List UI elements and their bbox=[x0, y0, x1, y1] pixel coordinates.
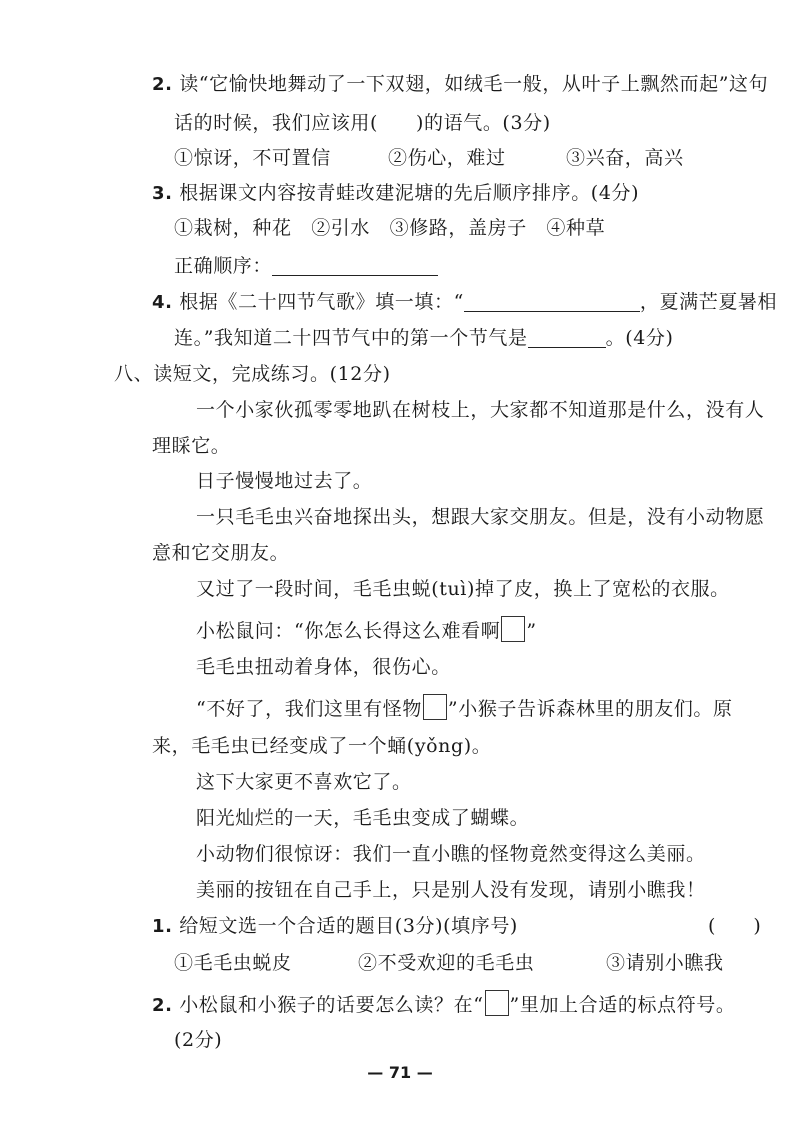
q2-number: 2. bbox=[152, 74, 173, 95]
passage-p9: 阳光灿烂的一天，毛毛虫变成了蝴蝶。 bbox=[196, 807, 530, 829]
passage-p6: 毛毛虫扭动着身体，很伤心。 bbox=[196, 656, 451, 678]
passage-p7-line2: 来，毛毛虫已经变成了一个蛹(yǒng)。 bbox=[152, 735, 492, 757]
monkey-shout: “不好了，我们这里有怪物 bbox=[196, 698, 422, 720]
q4-line1 bbox=[152, 290, 777, 315]
q4-text: 根据《二十四节气歌》填一填：“ bbox=[179, 291, 464, 313]
s8q1-option-3: ③请别小瞧我 bbox=[606, 952, 724, 974]
s8q1-option-1: ①毛毛虫蜕皮 bbox=[174, 952, 292, 974]
q3-order-label: 正确顺序： bbox=[174, 255, 273, 277]
s8q2-number: 2. bbox=[152, 995, 173, 1016]
passage-p8: 这下大家更不喜欢它了。 bbox=[196, 771, 412, 793]
q3-line bbox=[152, 181, 639, 206]
squirrel-question: 小松鼠问：“你怎么长得这么难看啊 bbox=[196, 620, 501, 642]
passage-p5 bbox=[196, 616, 537, 643]
punctuation-box-1[interactable] bbox=[501, 616, 525, 642]
passage-p1-line2: 理睬它。 bbox=[152, 435, 231, 457]
s8q2-text: 小松鼠和小猴子的话要怎么读？在“ bbox=[179, 994, 484, 1016]
q2-line2 bbox=[174, 111, 551, 135]
page-number: — 71 — bbox=[367, 1063, 433, 1082]
q2-option-2: ②伤心，难过 bbox=[388, 147, 506, 169]
passage-p3-line1: 一只毛毛虫兴奋地探出头，想跟大家交朋友。但是，没有小动物愿 bbox=[196, 506, 765, 528]
s8q2-text-cont: ”里加上合适的标点符号。 bbox=[509, 994, 736, 1016]
s8q1-number: 1. bbox=[152, 916, 173, 937]
q4-verse-blank[interactable] bbox=[464, 291, 640, 312]
q4-text-cont: ，夏满芒夏暑相 bbox=[639, 291, 778, 313]
s8q1-text: 给短文选一个合适的题目(3分)(填序号) bbox=[179, 915, 518, 937]
q2-option-3: ③兴奋，高兴 bbox=[566, 147, 684, 169]
s8q1-option-2: ②不受欢迎的毛毛虫 bbox=[358, 952, 535, 974]
passage-p11: 美丽的按钮在自己手上，只是别人没有发现，请别小瞧我！ bbox=[196, 879, 706, 901]
s8q1-line bbox=[152, 914, 518, 939]
s8q2-score: (2分) bbox=[174, 1029, 223, 1051]
s8q2-line bbox=[152, 990, 735, 1018]
q2-text: 读“它愉快地舞动了一下双翅，如绒毛一般，从叶子上飘然而起”这句 bbox=[179, 73, 769, 95]
q4-score: 。(4分) bbox=[605, 327, 674, 349]
q3-number: 3. bbox=[152, 183, 173, 204]
passage-p2: 日子慢慢地过去了。 bbox=[196, 470, 373, 492]
q4-number: 4. bbox=[152, 292, 173, 313]
q3-text: 根据课文内容按青蛙改建泥塘的先后顺序排序。(4分) bbox=[179, 182, 640, 204]
q2-score: )的语气。(3分) bbox=[416, 112, 551, 134]
q3-options: ①栽树，种花 ②引水 ③修路，盖房子 ④种草 bbox=[174, 217, 606, 239]
passage-p4: 又过了一段时间，毛毛虫蜕(tuì)掉了皮，换上了宽松的衣服。 bbox=[196, 578, 730, 600]
section8-title: 八、读短文，完成练习。(12分) bbox=[114, 363, 391, 385]
q3-order-line bbox=[174, 254, 438, 278]
punctuation-box-example bbox=[485, 990, 509, 1016]
s8q1-answer-paren[interactable]: ( ) bbox=[708, 915, 761, 937]
passage-p3-line2: 意和它交朋友。 bbox=[152, 542, 290, 564]
q2-line1 bbox=[152, 72, 768, 97]
q3-order-blank[interactable] bbox=[272, 255, 438, 276]
punctuation-box-2[interactable] bbox=[423, 694, 447, 720]
q4-text-2: 连。”我知道二十四节气中的第一个节气是 bbox=[174, 327, 528, 349]
q2-option-1: ①惊讶，不可置信 bbox=[174, 147, 331, 169]
q2-text-cont: 话的时候，我们应该用( bbox=[174, 112, 379, 134]
monkey-shout-cont: ”小猴子告诉森林里的朋友们。原 bbox=[447, 698, 733, 720]
passage-p10: 小动物们很惊讶：我们一直小瞧的怪物竟然变得这么美丽。 bbox=[196, 843, 706, 865]
passage-p1-line1: 一个小家伙孤零零地趴在树枝上，大家都不知道那是什么，没有人 bbox=[196, 399, 765, 421]
passage-p7-line1 bbox=[196, 694, 733, 721]
closing-quote: ” bbox=[526, 620, 537, 642]
q4-first-term-blank[interactable] bbox=[528, 327, 606, 348]
q4-line2 bbox=[174, 326, 674, 350]
